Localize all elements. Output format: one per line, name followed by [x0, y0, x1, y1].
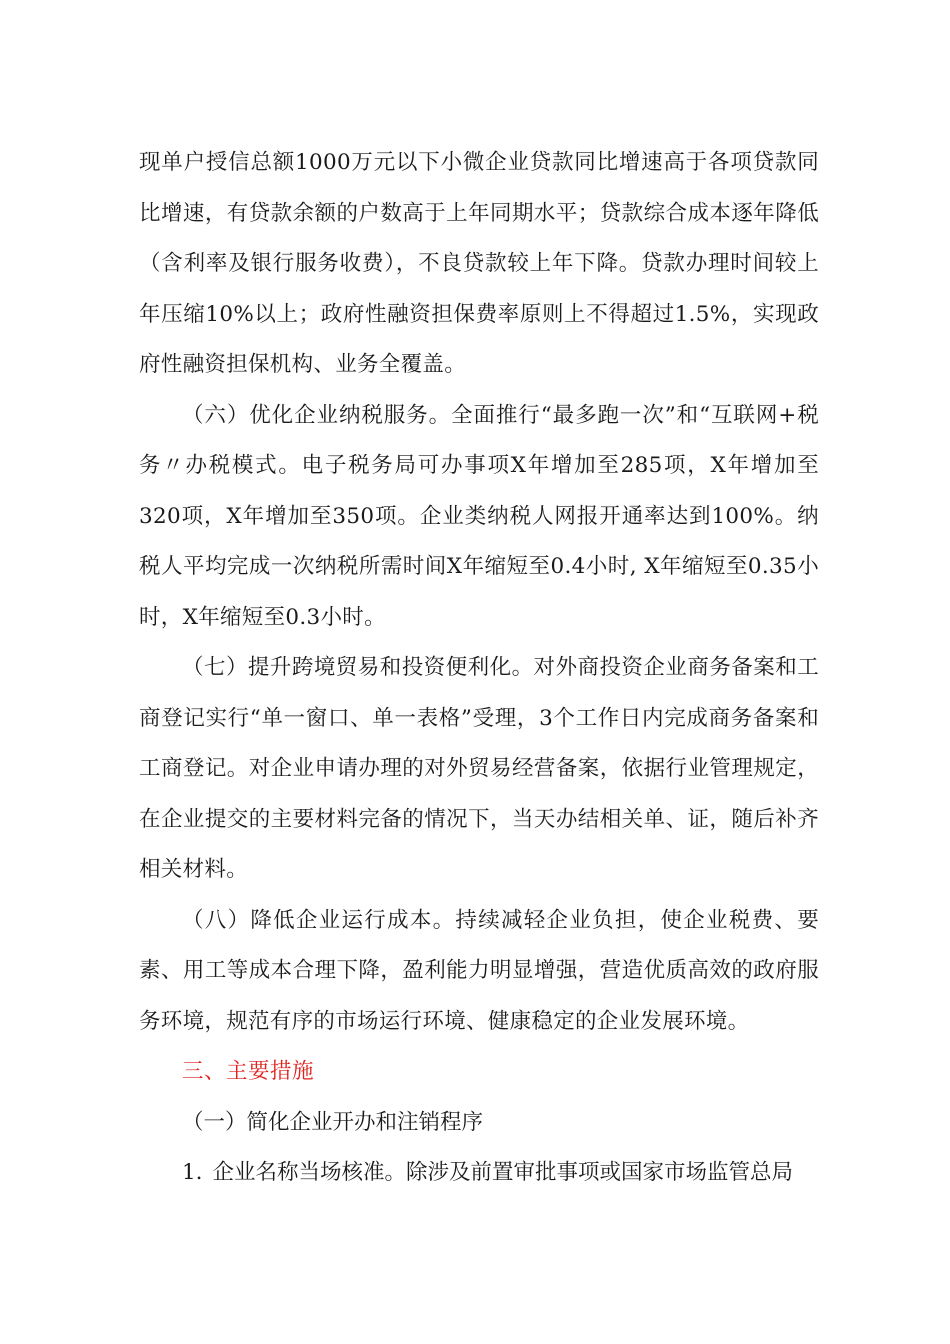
paragraph-operating-cost: （八）降低企业运行成本。持续减轻企业负担，使企业税费、要素、用工等成本合理下降，盈利能力明显增强，营造优质高效的政府服务环境，规范有序的市场运行环境、健康稳定的企业发展环境。: [139, 907, 819, 1034]
numbered-item: [139, 1148, 819, 1199]
item-text: 企业名称当场核准。除涉及前置审批事项或国家市场监管总局: [212, 1160, 794, 1185]
section-heading: 三、主要措施: [182, 1059, 315, 1084]
document-body: [139, 138, 819, 1199]
sub-heading: （一）简化企业开办和注销程序: [182, 1109, 484, 1135]
item-number: 1.: [182, 1160, 203, 1185]
paragraph-continued: 现单户授信总额1000万元以下小微企业贷款同比增速高于各项贷款同比增速，有贷款余额的户数高于上年同期水平；贷款综合成本逐年降低（含利率及银行服务收费），不良贷款较上年下降。贷款办理时间较上年压缩10%以上；政府性融资担保费率原则上不得超过1.5%，实现政府性融资担保机构、业务全覆盖。: [139, 150, 819, 377]
paragraph-cross-border-trade: （七）提升跨境贸易和投资便利化。对外商投资企业商务备案和工商登记实行“单一窗口、单一表格”受理，3个工作日内完成商务备案和工商登记。对企业申请办理的对外贸易经营备案，依据行业管理规定，在企业提交的主要材料完备的情况下，当天办结相关单、证，随后补齐相关材料。: [139, 655, 819, 882]
paragraph-tax-service: （六）优化企业纳税服务。全面推行“最多跑一次”和“互联网+税务〃办税模式。电子税务局可办事项X年增加至285项，X年增加至320项，X年增加至350项。企业类纳税人网报开通率达到100%。纳税人平均完成一次纳税所需时间X年缩短至0.4小时, X年缩短至0.35小时，X年缩短至0.3小时。: [139, 402, 819, 630]
